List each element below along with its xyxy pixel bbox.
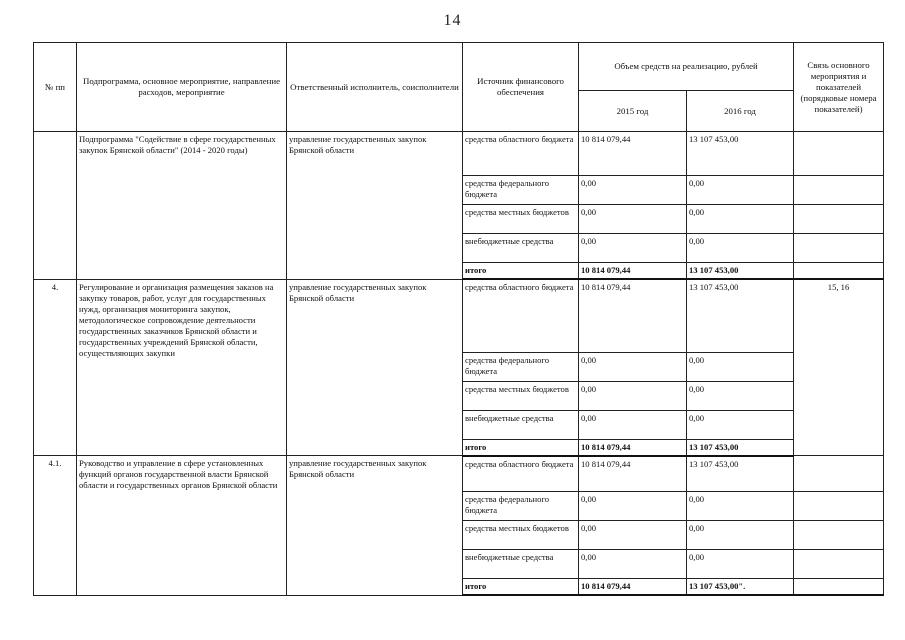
- indicator-link-cell: [794, 234, 884, 263]
- indicator-link-cell: [794, 205, 884, 234]
- value-2016-cell: 0,00: [687, 234, 794, 263]
- source-cell: средства местных бюджетов: [463, 381, 579, 410]
- indicator-link-cell: [794, 550, 884, 579]
- source-cell: средства местных бюджетов: [463, 205, 579, 234]
- value-2015-cell: 10 814 079,44: [579, 439, 687, 456]
- header-link: Связь основного мероприятия и показателей (порядковые номера показателей): [794, 43, 884, 132]
- header-2015: 2015 год: [579, 91, 687, 132]
- value-2016-cell: 13 107 453,00: [687, 279, 794, 352]
- value-2016-cell: 0,00: [687, 352, 794, 381]
- subprogram-name-cell: Подпрограмма "Содействие в сфере государственных закупок Брянской области" (2014 - 2020 годы): [77, 132, 287, 280]
- subprogram-name-cell: Регулирование и организация размещения заказов на закупку товаров, работ, услуг для государственных нужд, организация мониторинга закупок, методологическое сопровождение деятельности государственных заказчиков Брянской области и государственных учреждений Брянской области, осуществляющих закупки: [77, 279, 287, 456]
- value-2015-cell: 0,00: [579, 521, 687, 550]
- value-2015-cell: 0,00: [579, 381, 687, 410]
- page-number: 14: [443, 12, 462, 29]
- header-2016: 2016 год: [687, 91, 794, 132]
- value-2015-cell: 0,00: [579, 205, 687, 234]
- source-cell: средства областного бюджета: [463, 279, 579, 352]
- value-2015-cell: 0,00: [579, 410, 687, 439]
- value-2016-cell: 13 107 453,00".: [687, 579, 794, 596]
- funding-table: [33, 42, 884, 596]
- executor-cell: управление государственных закупок Брянской области: [287, 279, 463, 456]
- row-number-cell: 4.1.: [34, 456, 77, 596]
- source-cell: внебюджетные средства: [463, 410, 579, 439]
- source-cell: средства федерального бюджета: [463, 176, 579, 205]
- value-2015-cell: 0,00: [579, 492, 687, 521]
- value-2016-cell: 0,00: [687, 176, 794, 205]
- source-cell: внебюджетные средства: [463, 550, 579, 579]
- value-2016-cell: 13 107 453,00: [687, 456, 794, 492]
- indicator-link-cell: [794, 492, 884, 521]
- value-2015-cell: 10 814 079,44: [579, 263, 687, 280]
- source-cell: внебюджетные средства: [463, 234, 579, 263]
- indicator-link-cell: [794, 263, 884, 280]
- value-2016-cell: 0,00: [687, 381, 794, 410]
- source-cell: средства областного бюджета: [463, 456, 579, 492]
- table-row: [34, 132, 884, 176]
- indicator-link-cell: [794, 456, 884, 492]
- value-2015-cell: 0,00: [579, 176, 687, 205]
- indicator-link-cell: [794, 579, 884, 596]
- value-2015-cell: 0,00: [579, 352, 687, 381]
- source-cell: итого: [463, 579, 579, 596]
- value-2015-cell: 10 814 079,44: [579, 279, 687, 352]
- source-cell: средства областного бюджета: [463, 132, 579, 176]
- value-2016-cell: 0,00: [687, 205, 794, 234]
- value-2016-cell: 0,00: [687, 521, 794, 550]
- indicator-link-cell: [794, 176, 884, 205]
- executor-cell: управление государственных закупок Брянской области: [287, 132, 463, 280]
- subprogram-name-cell: Руководство и управление в сфере установленных функций органов государственной власти Брянской области и государственных органов Брянской области: [77, 456, 287, 596]
- value-2015-cell: 10 814 079,44: [579, 456, 687, 492]
- source-cell: итого: [463, 439, 579, 456]
- row-number-cell: 4.: [34, 279, 77, 456]
- source-cell: итого: [463, 263, 579, 280]
- indicator-link-cell: [794, 521, 884, 550]
- indicator-link-cell: [794, 132, 884, 176]
- value-2016-cell: 0,00: [687, 550, 794, 579]
- header-subprogram: Подпрограмма, основное мероприятие, направление расходов, мероприятие: [77, 43, 287, 132]
- value-2016-cell: 0,00: [687, 492, 794, 521]
- indicator-link-cell: 15, 16: [794, 279, 884, 456]
- value-2016-cell: 13 107 453,00: [687, 439, 794, 456]
- source-cell: средства местных бюджетов: [463, 521, 579, 550]
- source-cell: средства федерального бюджета: [463, 352, 579, 381]
- executor-cell: управление государственных закупок Брянской области: [287, 456, 463, 596]
- value-2015-cell: 10 814 079,44: [579, 132, 687, 176]
- table-row: [34, 456, 884, 492]
- value-2016-cell: 13 107 453,00: [687, 263, 794, 280]
- value-2016-cell: 0,00: [687, 410, 794, 439]
- value-2015-cell: 10 814 079,44: [579, 579, 687, 596]
- source-cell: средства федерального бюджета: [463, 492, 579, 521]
- header-executor: Ответственный исполнитель, соисполнители: [287, 43, 463, 132]
- value-2016-cell: 13 107 453,00: [687, 132, 794, 176]
- value-2015-cell: 0,00: [579, 234, 687, 263]
- header-volume: Объем средств на реализацию, рублей: [579, 43, 794, 91]
- header-num: № пп: [34, 43, 77, 132]
- header-source: Источник финансового обеспечения: [463, 43, 579, 132]
- table-row: [34, 279, 884, 352]
- row-number-cell: [34, 132, 77, 280]
- value-2015-cell: 0,00: [579, 550, 687, 579]
